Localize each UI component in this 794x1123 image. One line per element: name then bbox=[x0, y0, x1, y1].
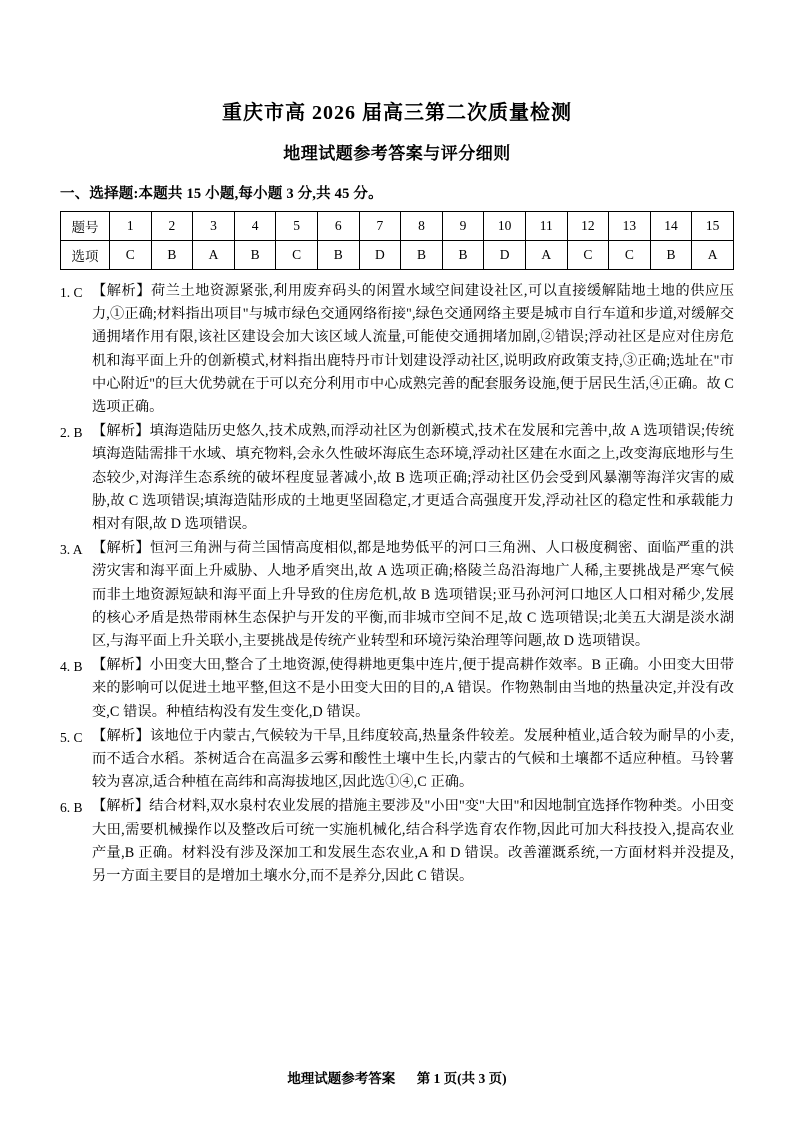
explanation-item bbox=[60, 654, 734, 724]
table-cell: A bbox=[193, 241, 235, 270]
table-cell: D bbox=[359, 241, 401, 270]
table-cell: C bbox=[276, 241, 318, 270]
table-cell: 5 bbox=[276, 212, 318, 241]
explanation-text: 【解析】恒河三角洲与荷兰国情高度相似,都是地势低平的河口三角洲、人口极度稠密、面临严重的洪涝灾害和海平面上升威胁、人地矛盾突出,故 A 选项正确;格陵兰岛沿海地广人稀,主要挑战是严寒气候而非土地资源短缺和海平面上升导致的住房危机,故 B 选项错误;亚马孙河河口地区人口相对稀少,发展的核心矛盾是热带雨林生态保护与开发的平衡,而非城市空间不足,故 C 选项错误;北美五大湖是淡水湖区,与海平面上升关联小,主要挑战是传统产业转型和环境污染治理等问题,故 D 选项错误。 bbox=[92, 540, 734, 650]
table-cell: 12 bbox=[567, 212, 609, 241]
page-footer bbox=[0, 1067, 794, 1087]
explanation-text: 【解析】该地位于内蒙古,气候较为干旱,且纬度较高,热量条件较差。发展种植业,适合较为耐旱的小麦,而不适合水稻。茶树适合在高温多云雾和酸性土壤中生长,内蒙古的气候和土壤都不适应种植。马铃薯较为喜凉,适合种植在高纬和高海拔地区,因此选①④,C 正确。 bbox=[92, 727, 734, 791]
explanation-text: 【解析】填海造陆历史悠久,技术成熟,而浮动社区为创新模式,技术在发展和完善中,故 A 选项错误;传统填海造陆需排干水域、填充物料,会永久性破坏海底生态环境,浮动社区建在水面之上,改变海底地形与生态较少,对海洋生态系统的破坏程度显著减小,故 B 选项正确;浮动社区仍会受到风暴潮等海洋灾害的威胁,故 C 选项错误;填海造陆形成的土地更坚固稳定,才更适合高强度开发,浮动社区的稳定性和承载能力相对有限,故 D 选项错误。 bbox=[92, 423, 734, 533]
explanation-item bbox=[60, 537, 734, 653]
explanation-text: 【解析】荷兰土地资源紧张,利用废弃码头的闲置水域空间建设社区,可以直接缓解陆地土地的供应压力,①正确;材料指出项目"与城市绿色交通网络衔接",绿色交通网络主要是城市自行车道和步道,对缓解交通拥堵作用有限,该社区建设会加大该区域人流量,可能使交通拥堵加剧,②错误;浮动社区是应对住房危机和海平面上升的创新模式,材料指出鹿特丹市计划建设浮动社区,说明政府政策支持,③正确;选址在"市中心附近"的巨大优势就在于可以充分利用市中心成熟完善的配套服务设施,便于居民生活,④正确。故 C 选项正确。 bbox=[92, 283, 734, 416]
table-cell: B bbox=[151, 241, 193, 270]
table-cell: 10 bbox=[484, 212, 526, 241]
row-label-question-number: 题号 bbox=[61, 212, 110, 241]
table-cell: 11 bbox=[525, 212, 567, 241]
section-heading: 一、选择题:本题共 15 小题,每小题 3 分,共 45 分。 bbox=[60, 186, 383, 202]
explanation-item bbox=[60, 795, 734, 888]
explanation-item bbox=[60, 420, 734, 536]
page-title: 重庆市高 2026 届高三第二次质量检测 bbox=[222, 102, 572, 124]
table-cell: B bbox=[234, 241, 276, 270]
row-label-option: 选项 bbox=[61, 241, 110, 270]
page-subtitle: 地理试题参考答案与评分细则 bbox=[283, 144, 511, 163]
table-cell: C bbox=[110, 241, 152, 270]
table-cell: A bbox=[525, 241, 567, 270]
explanation-number: 4. B bbox=[60, 659, 83, 675]
table-row-numbers bbox=[61, 212, 734, 241]
table-cell: 3 bbox=[193, 212, 235, 241]
table-cell: 6 bbox=[317, 212, 359, 241]
explanation-item bbox=[60, 725, 734, 795]
explanation-number: 5. C bbox=[60, 729, 83, 745]
explanation-number: 1. C bbox=[60, 285, 83, 300]
table-cell: B bbox=[650, 241, 692, 270]
footer-label: 地理试题参考答案 bbox=[287, 1071, 396, 1086]
table-cell: B bbox=[401, 241, 443, 270]
table-cell: B bbox=[317, 241, 359, 270]
table-cell: 8 bbox=[401, 212, 443, 241]
explanation-number: 6. B bbox=[60, 800, 83, 816]
table-row-options bbox=[61, 241, 734, 270]
table-cell: D bbox=[484, 241, 526, 270]
answer-key-table bbox=[60, 211, 734, 270]
explanation-number: 3. A bbox=[60, 542, 83, 558]
table-cell: 4 bbox=[234, 212, 276, 241]
explanation-text: 【解析】结合材料,双水泉村农业发展的措施主要涉及"小田"变"大田"和因地制宜选择作物种类。小田变大田,需要机械操作以及整改后可统一实施机械化,结合科学选育农作物,因此可加大科技投入,提高农业产量,B 正确。材料没有涉及深加工和发展生态农业,A 和 D 错误。改善灌溉系统,一方面材料并没提及,另一方面主要目的是增加土壤水分,而不是养分,因此 C 错误。 bbox=[92, 798, 734, 885]
table-cell: 9 bbox=[442, 212, 484, 241]
table-cell: A bbox=[692, 241, 734, 270]
table-cell: 13 bbox=[609, 212, 651, 241]
explanation-item bbox=[60, 280, 734, 419]
table-cell: B bbox=[442, 241, 484, 270]
table-cell: 7 bbox=[359, 212, 401, 241]
table-cell: C bbox=[609, 241, 651, 270]
explanation-text: 【解析】小田变大田,整合了土地资源,使得耕地更集中连片,便于提高耕作效率。B 正确。小田变大田带来的影响可以促进土地平整,但这不是小田变大田的目的,A 错误。作物熟制由当地的热量决定,并没有改变,C 错误。种植结构没有发生变化,D 错误。 bbox=[92, 657, 734, 720]
table-cell: 1 bbox=[110, 212, 152, 241]
footer-page-number: 第 1 页(共 3 页) bbox=[416, 1071, 507, 1086]
table-cell: 2 bbox=[151, 212, 193, 241]
table-cell: 15 bbox=[692, 212, 734, 241]
table-cell: C bbox=[567, 241, 609, 270]
table-cell: 14 bbox=[650, 212, 692, 241]
explanation-number: 2. B bbox=[60, 425, 83, 441]
